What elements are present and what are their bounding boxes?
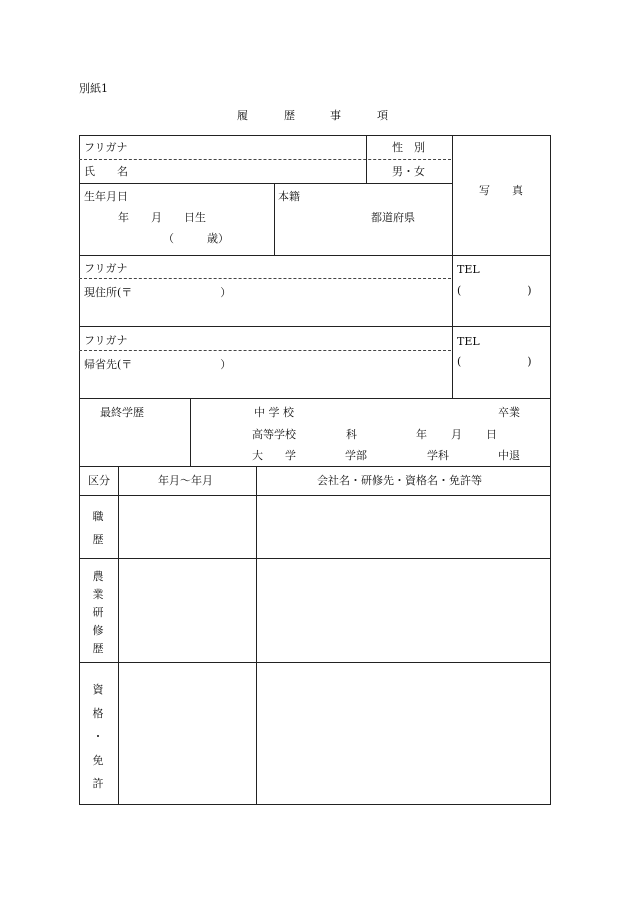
edu-faculty: 学部 xyxy=(345,449,367,462)
rule-domicile-left xyxy=(274,183,275,255)
birth-date-label: 生年月日 xyxy=(84,190,128,203)
title-char: 歴 xyxy=(284,109,295,122)
dashed-home-furigana-line xyxy=(79,350,451,351)
rule-category-col xyxy=(118,466,119,805)
rule-birth-bottom xyxy=(79,255,551,256)
domicile-label: 本籍 xyxy=(278,190,300,203)
home-furigana-label: フリガナ xyxy=(84,334,128,347)
current-address-label: 現住所(〒 ） xyxy=(84,286,232,299)
name-label: 氏 名 xyxy=(84,165,128,178)
rule-name-bottom xyxy=(79,183,453,184)
edu-day: 日 xyxy=(486,428,497,441)
dashed-furigana-line xyxy=(79,159,451,160)
rule-work-bottom xyxy=(79,558,551,559)
prefecture-label: 都道府県 xyxy=(371,211,415,224)
address-furigana-label: フリガナ xyxy=(84,262,128,275)
edu-high-school: 高等学校 xyxy=(252,428,296,441)
title-char: 項 xyxy=(377,109,388,122)
birth-date-fields: 年 月 日生 xyxy=(118,211,206,224)
section-char: 許 xyxy=(92,777,104,790)
photo-label: 写 真 xyxy=(479,184,523,197)
section-char: 職 xyxy=(92,510,104,523)
gender-label: 性 別 xyxy=(392,141,425,154)
tel-label-2: TEL xyxy=(457,335,480,348)
rule-education-bottom xyxy=(79,466,551,467)
tel-label: TEL xyxy=(457,263,480,276)
rule-photo-tel-left xyxy=(452,135,453,398)
rule-home-bottom xyxy=(79,398,551,399)
rule-address-bottom xyxy=(79,326,551,327)
home-address-label: 帰省先(〒 ） xyxy=(84,358,232,371)
header-category: 区分 xyxy=(88,474,110,487)
name-furigana-label: フリガナ xyxy=(84,141,128,154)
rule-education-left xyxy=(190,398,191,466)
age-field: （ 歳） xyxy=(163,232,229,245)
tel-paren-2: ( ) xyxy=(457,355,532,368)
edu-hs-department: 科 xyxy=(346,428,357,441)
edu-univ-department: 学科 xyxy=(427,449,449,462)
rule-gender-left xyxy=(366,135,367,183)
section-char: 農 xyxy=(92,570,104,583)
edu-withdrew: 中退 xyxy=(498,449,520,462)
header-period: 年月～年月 xyxy=(158,474,213,487)
edu-year: 年 xyxy=(416,428,427,441)
title-char: 履 xyxy=(237,109,248,122)
attachment-label: 別紙1 xyxy=(79,82,108,95)
rule-header-bottom xyxy=(79,495,551,496)
section-char: 格 xyxy=(92,707,104,720)
section-char: 歴 xyxy=(92,533,104,546)
edu-junior-high: 中 学 校 xyxy=(254,406,294,419)
section-char: 研 xyxy=(92,606,104,619)
header-details: 会社名・研修先・資格名・免許等 xyxy=(317,474,482,487)
section-char: 資 xyxy=(92,683,104,696)
tel-paren: ( ) xyxy=(457,284,532,297)
resume-form-frame xyxy=(79,135,551,805)
section-char: 歴 xyxy=(92,642,104,655)
education-label: 最終学歴 xyxy=(100,406,144,419)
edu-graduated: 卒業 xyxy=(498,406,520,419)
edu-university: 大 学 xyxy=(252,449,296,462)
rule-training-bottom xyxy=(79,662,551,663)
rule-date-col xyxy=(256,466,257,805)
section-char: 業 xyxy=(92,588,104,601)
dashed-address-furigana-line xyxy=(79,278,451,279)
section-char: 免 xyxy=(92,754,104,767)
title-char: 事 xyxy=(330,109,341,122)
edu-month: 月 xyxy=(451,428,462,441)
section-char: 修 xyxy=(92,624,104,637)
section-char: ・ xyxy=(92,730,104,743)
gender-options: 男・女 xyxy=(392,165,425,178)
